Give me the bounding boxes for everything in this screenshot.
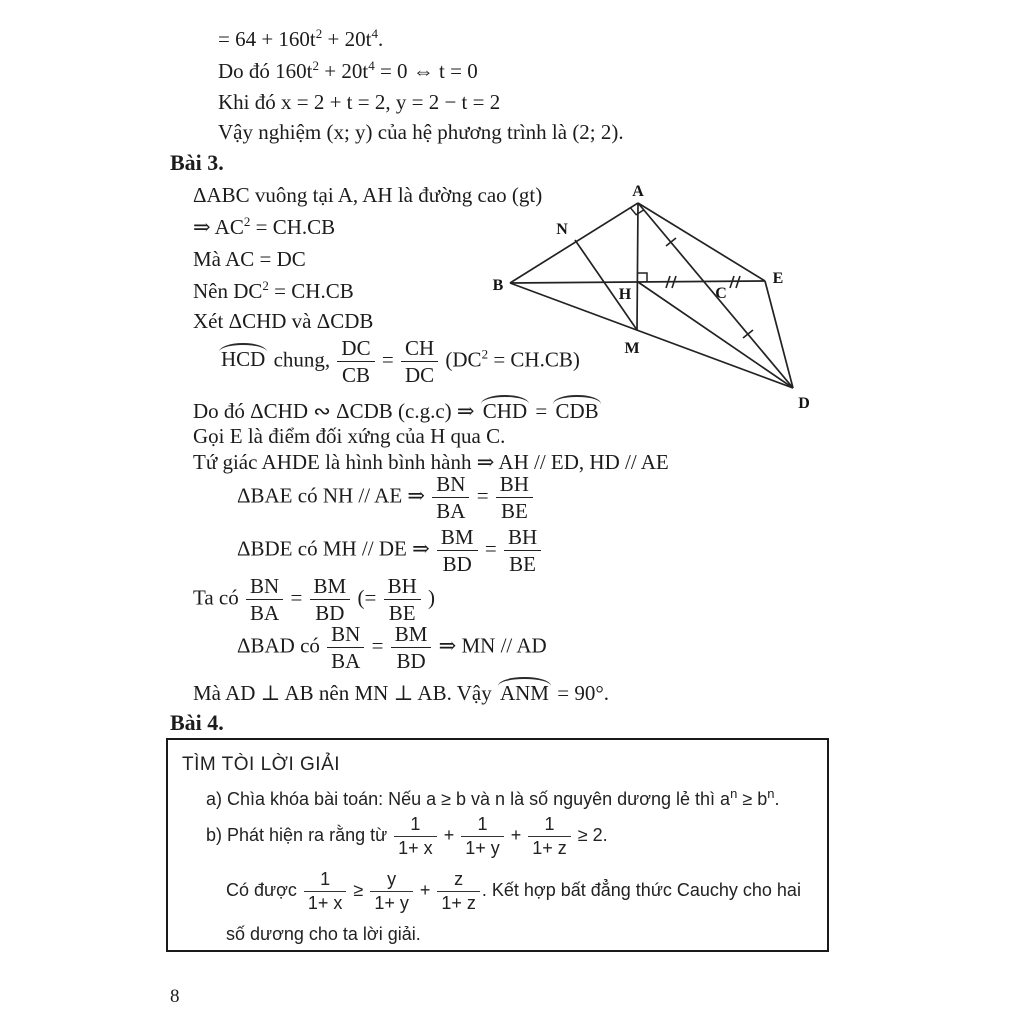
diagram-segment-BD bbox=[510, 283, 793, 388]
fraction: $\frac{BM}{BD}$ bbox=[391, 623, 432, 672]
diagram-segment-BA bbox=[510, 203, 638, 283]
fraction: $\frac{BN}{BA}$ bbox=[246, 575, 283, 624]
fraction: $\frac{DC}{CB}$ bbox=[337, 337, 374, 386]
fraction: $\frac{1}{1+ y}$ bbox=[461, 815, 504, 858]
text-line: Ta có $\frac{BN}{BA}$ = $\frac{BM}{BD}$ (= $\frac{BH}{BE}$ ) bbox=[193, 574, 436, 626]
page-number: 8 bbox=[170, 986, 180, 1007]
text-line: HCD chung, $\frac{DC}{CB}$ = $\frac{CH}{DC}$ $(DC^2 = CH.CB)$ bbox=[218, 337, 580, 386]
angle-name: CHD bbox=[480, 397, 530, 424]
fraction: $\frac{1}{1+ x}$ bbox=[394, 815, 437, 858]
diagram-segment-NM bbox=[575, 240, 637, 330]
text-line: Có được $\frac{1}{1+ x}$ ≥ $\frac{y}{1+ y}$ + $\frac{z}{1+ z}$ . Kết hợp bất đẳng thức Cauchy cho hai bbox=[226, 869, 801, 913]
fraction: $\frac{CH}{DC}$ bbox=[401, 337, 438, 386]
angle-name: CDB bbox=[552, 397, 601, 424]
fraction: $\frac{BM}{BD}$ bbox=[310, 575, 351, 624]
point-label-B: B bbox=[492, 277, 504, 294]
fraction: $\frac{BN}{BA}$ bbox=[327, 623, 364, 672]
text-line: Tứ giác AHDE là hình bình hành ⇒ AH // ED, HD // AE bbox=[193, 450, 669, 474]
point-label-D: D bbox=[798, 395, 810, 412]
hint-box-title: TÌM TÒI LỜI GIẢI bbox=[182, 754, 341, 775]
text-line: Mà AC = DC bbox=[193, 247, 306, 271]
fraction: $\frac{1}{1+ x}$ bbox=[304, 870, 347, 913]
superscript: n bbox=[767, 786, 775, 801]
point-label-N: N bbox=[556, 221, 568, 238]
superscript: 4 bbox=[371, 26, 378, 41]
text-line: Do đó ΔCHD ∾ ΔCDB (c.g.c) ⇒ CHD = CDB bbox=[193, 397, 602, 424]
diagram-segment-AE bbox=[638, 203, 765, 281]
text-line: Xét ΔCHD và ΔCDB bbox=[193, 309, 374, 333]
fraction: $\frac{BM}{BD}$ bbox=[437, 526, 478, 575]
superscript: 2 bbox=[481, 346, 489, 362]
text-line: = $64 + 160t^2 + 20t^4$. bbox=[218, 26, 384, 51]
point-label-M: M bbox=[624, 340, 640, 357]
diagram-segment-AM bbox=[637, 203, 638, 330]
bai3-heading: Bài 3. bbox=[170, 150, 224, 175]
text-line: ΔBAD có $\frac{BN}{BA}$ = $\frac{BM}{BD}$ ⇒ MN // AD bbox=[237, 622, 547, 674]
text-line: b) Phát hiện ra rằng từ $\frac{1}{1+ x}$ + $\frac{1}{1+ y}$ + $\frac{1}{1+ z}$ ≥ 2. bbox=[206, 814, 608, 858]
text-line: ΔBDE có MH // DE ⇒ $\frac{BM}{BD}$ = $\frac{BH}{BE}$ bbox=[237, 526, 543, 575]
text-line: ⇒ $AC^2 = CH.CB$ bbox=[193, 214, 336, 239]
text-line: số dương cho ta lời giải. bbox=[226, 924, 421, 944]
text-line: Do đó $160t^2 + 20t^4 = 0$ ⇔ t = 0 bbox=[218, 58, 478, 83]
superscript: 4 bbox=[368, 58, 375, 73]
text-line: Vậy nghiệm (x; y) của hệ phương trình là (2; 2). bbox=[218, 120, 624, 144]
text-line: Mà AD ⊥ AB nên MN ⊥ AB. Vậy ANM = 90°. bbox=[193, 681, 609, 705]
right-angle-mark bbox=[638, 273, 647, 282]
superscript: 2 bbox=[262, 278, 269, 293]
geometry-diagram bbox=[490, 180, 820, 415]
fraction: $\frac{BN}{BA}$ bbox=[432, 473, 469, 522]
bai4-heading: Bài 4. bbox=[170, 710, 224, 735]
superscript: 2 bbox=[315, 26, 323, 41]
fraction: $\frac{1}{1+ z}$ bbox=[528, 815, 571, 858]
angle-name: HCD bbox=[218, 345, 268, 372]
hint-box bbox=[166, 738, 829, 952]
text-line: a) Chìa khóa bài toán: Nếu a ≥ b và n là số nguyên dương lẻ thì $a^n \ge b^n$. bbox=[206, 786, 780, 809]
fraction: $\frac{y}{1+ y}$ bbox=[370, 870, 413, 913]
fraction: $\frac{BH}{BE}$ bbox=[496, 473, 533, 522]
point-label-H: H bbox=[618, 286, 632, 303]
text-line: Khi đó x = 2 + t = 2, y = 2 − t = 2 bbox=[218, 90, 501, 114]
superscript: 2 bbox=[243, 214, 251, 229]
fraction: $\frac{BH}{BE}$ bbox=[384, 575, 421, 624]
angle-name: ANM bbox=[497, 679, 552, 706]
text-line: Nên $DC^2 = CH.CB$ bbox=[193, 278, 354, 303]
superscript: n bbox=[730, 786, 738, 801]
fraction: $\frac{z}{1+ z}$ bbox=[437, 870, 480, 913]
point-label-C: C bbox=[715, 285, 727, 302]
point-label-A: A bbox=[632, 183, 644, 200]
text-line: ΔBAE có NH // AE ⇒ $\frac{BN}{BA}$ = $\frac{BH}{BE}$ bbox=[237, 473, 535, 522]
text-line: Gọi E là điểm đối xứng của H qua C. bbox=[193, 424, 506, 448]
text-line: ΔABC vuông tại A, AH là đường cao (gt) bbox=[193, 183, 543, 207]
point-label-E: E bbox=[772, 270, 784, 287]
fraction: $\frac{BH}{BE}$ bbox=[504, 526, 541, 575]
superscript: 2 bbox=[312, 58, 319, 73]
